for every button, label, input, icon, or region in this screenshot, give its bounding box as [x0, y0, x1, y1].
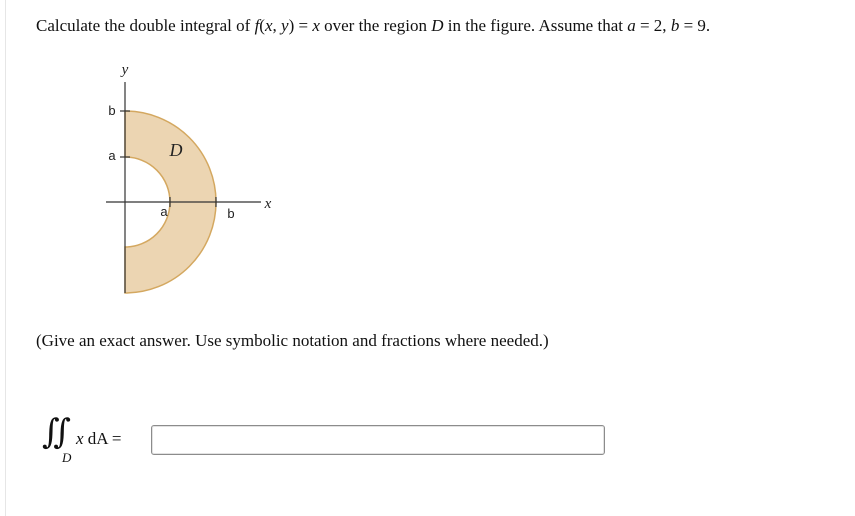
- x-axis-label: x: [264, 196, 272, 212]
- y-tick-a-label: a: [108, 148, 116, 163]
- x-tick-a-label: a: [160, 204, 168, 219]
- region-diagram: [96, 56, 296, 306]
- answer-hint: (Give an exact answer. Use symbolic notation and fractions where needed.): [36, 331, 549, 350]
- question-panel: [5, 0, 855, 516]
- answer-row: [42, 414, 612, 468]
- y-tick-b-label: b: [108, 103, 116, 118]
- answer-input[interactable]: [151, 425, 605, 455]
- question-text: Calculate the double integral of f(x, y) = x over the region D in the figure. Assume that a = 2, b = 9.: [36, 16, 711, 35]
- integrand: x dA =: [76, 429, 122, 448]
- double-integral-icon: ∬: [42, 414, 62, 451]
- x-tick-b-label: b: [227, 206, 235, 221]
- double-integral-expression: [42, 414, 152, 468]
- integral-region-subscript: D: [62, 450, 72, 465]
- region-figure: [96, 56, 296, 306]
- region-label: D: [169, 140, 183, 160]
- y-axis-label: y: [121, 62, 129, 78]
